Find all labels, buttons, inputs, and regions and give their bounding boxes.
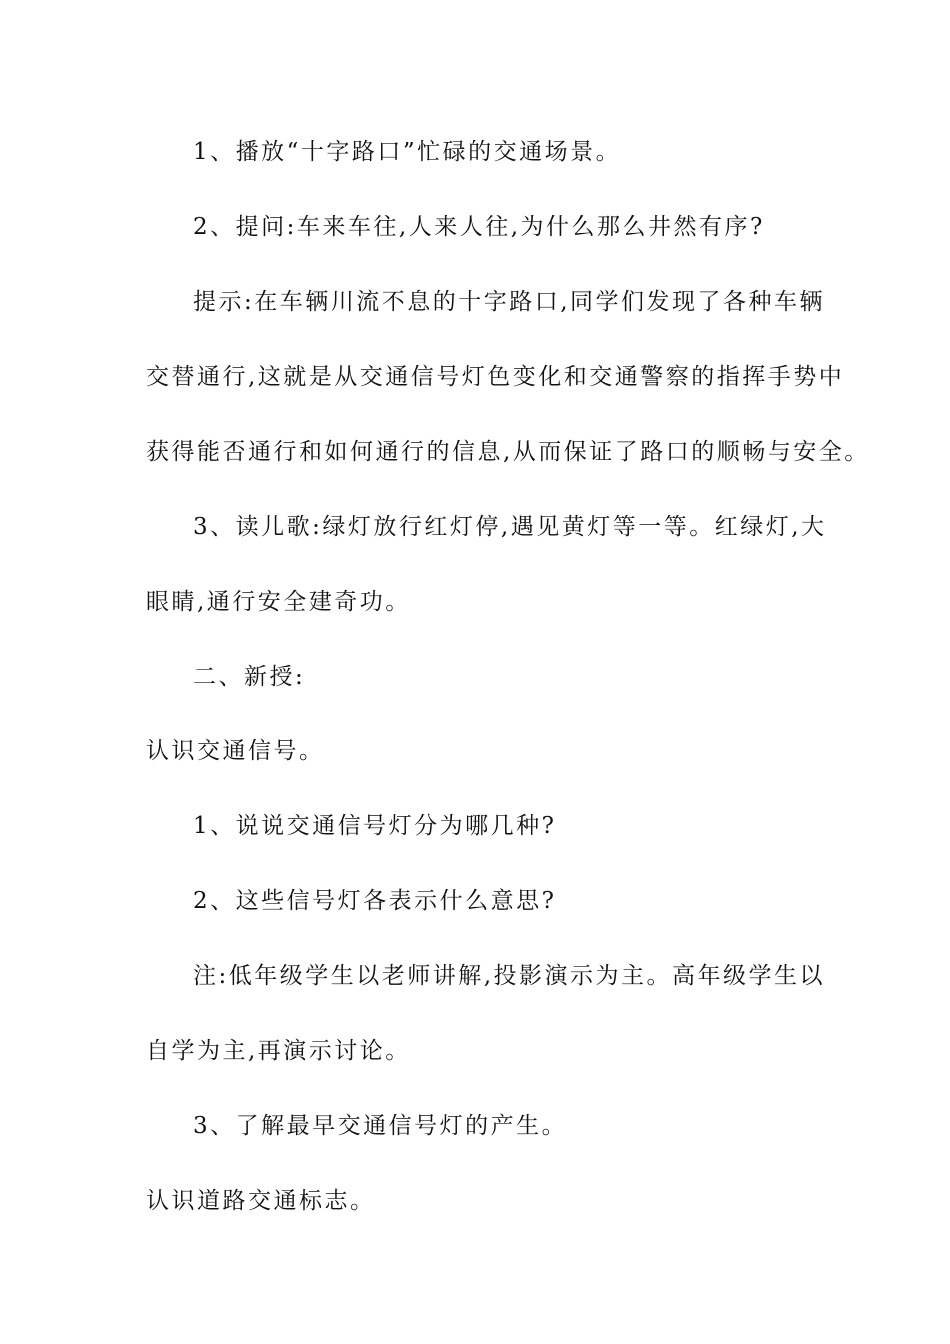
paragraph-line: 交替通行,这就是从交通信号灯色变化和交通警察的指挥手势中	[146, 364, 845, 390]
paragraph-line: 认识交通信号。	[146, 738, 325, 764]
paragraph-line: 注:低年级学生以老师讲解,投影演示为主。高年级学生以	[193, 963, 826, 989]
paragraph-line: 3、读儿歌:绿灯放行红灯停,遇见黄灯等一等。红绿灯,大	[193, 514, 827, 540]
paragraph-line: 眼睛,通行安全建奇功。	[146, 589, 411, 615]
paragraph-line: 自学为主,再演示讨论。	[146, 1038, 411, 1064]
paragraph-line: 2、这些信号灯各表示什么意思?	[193, 888, 557, 914]
paragraph-line: 1、播放“十字路口”忙碌的交通场景。	[193, 139, 622, 165]
paragraph-line: 提示:在车辆川流不息的十字路口,同学们发现了各种车辆	[193, 289, 826, 315]
paragraph-line: 认识道路交通标志。	[146, 1188, 376, 1214]
section-heading: 二、新授:	[193, 664, 306, 690]
paragraph-line: 获得能否通行和如何通行的信息,从而保证了路口的顺畅与安全。	[146, 439, 870, 465]
paragraph-line: 1、说说交通信号灯分为哪几种?	[193, 813, 557, 839]
paragraph-line: 2、提问:车来车往,人来人往,为什么那么井然有序?	[193, 214, 765, 240]
paragraph-line: 3、了解最早交通信号灯的产生。	[193, 1113, 568, 1139]
